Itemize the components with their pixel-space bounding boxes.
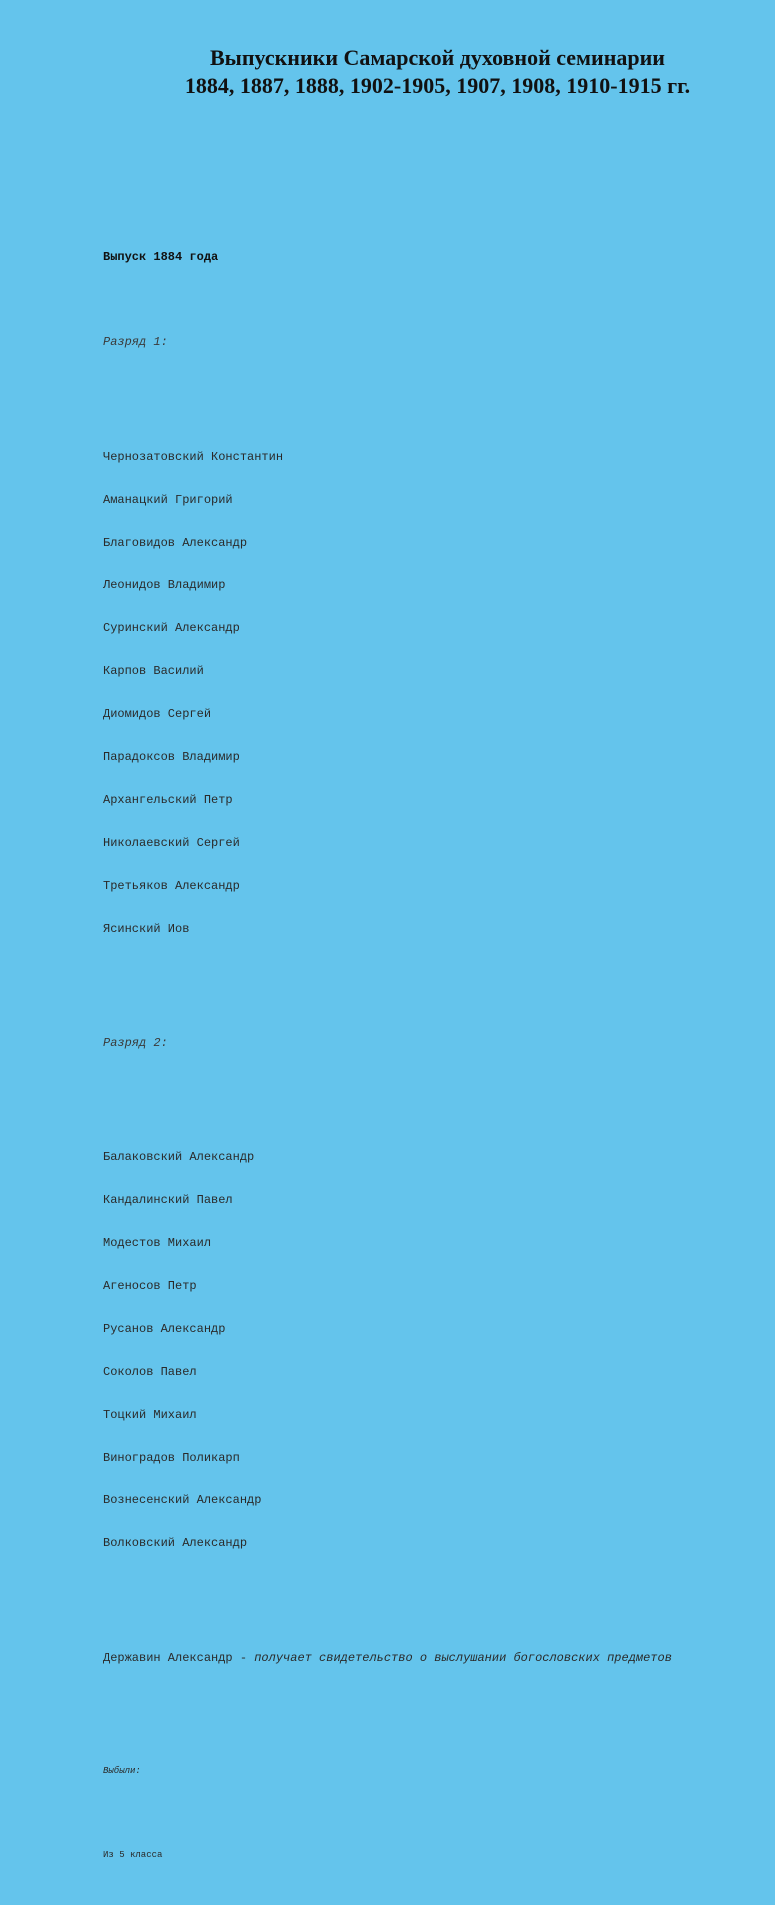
- graduate-name: Модестов Михаил: [103, 1236, 212, 1251]
- special-graduate-dash: -: [232, 1650, 255, 1665]
- graduate-name: Аманацкий Григорий: [103, 492, 233, 507]
- dropped-from-class: Из 5 класса: [103, 1850, 163, 1861]
- dropped-label: Выбыли:: [103, 1766, 141, 1777]
- graduates-list: [103, 221, 672, 1905]
- graduate-name: Русанов Александр: [103, 1321, 226, 1336]
- special-graduate-name: Державин Александр: [103, 1650, 233, 1665]
- graduate-name: Благовидов Александр: [103, 535, 248, 550]
- category-2-label: Разряд 2:: [103, 1035, 168, 1050]
- graduate-name: Суринский Александр: [103, 621, 240, 636]
- graduate-name: Вознесенский Александр: [103, 1493, 262, 1508]
- graduate-name: Балаковский Александр: [103, 1150, 255, 1165]
- graduate-name: Карпов Василий: [103, 664, 204, 679]
- special-graduate-note: получает свидетельство о выслушании богословских предметов: [254, 1650, 672, 1665]
- graduate-name: Соколов Павел: [103, 1364, 197, 1379]
- title-line-2: 1884, 1887, 1888, 1902-1905, 1907, 1908, 1910-1915 гг.: [184, 73, 691, 98]
- year-heading: Выпуск 1884 года: [103, 249, 219, 264]
- graduate-name: Тоцкий Михаил: [103, 1407, 197, 1422]
- category-2-names: [103, 1122, 672, 1580]
- category-1-names: [103, 421, 672, 964]
- graduate-name: Чернозатовский Константин: [103, 449, 284, 464]
- graduate-name: Диомидов Сергей: [103, 707, 212, 722]
- graduate-name: Третьяков Александр: [103, 878, 240, 893]
- title-line-1: Выпускники Самарской духовной семинарии: [210, 45, 665, 70]
- special-graduate: [103, 1651, 672, 1665]
- graduate-name: Волковский Александр: [103, 1536, 248, 1551]
- graduate-name: Виноградов Поликарп: [103, 1450, 240, 1465]
- page-title: [100, 44, 775, 100]
- category-1-label: Разряд 1:: [103, 335, 168, 350]
- graduate-name: Николаевский Сергей: [103, 835, 240, 850]
- graduate-name: Кандалинский Павел: [103, 1193, 233, 1208]
- graduate-name: Леонидов Владимир: [103, 578, 226, 593]
- graduate-name: Архангельский Петр: [103, 792, 233, 807]
- graduate-name: Агеносов Петр: [103, 1278, 197, 1293]
- graduate-name: Ясинский Иов: [103, 921, 190, 936]
- graduate-name: Парадоксов Владимир: [103, 749, 240, 764]
